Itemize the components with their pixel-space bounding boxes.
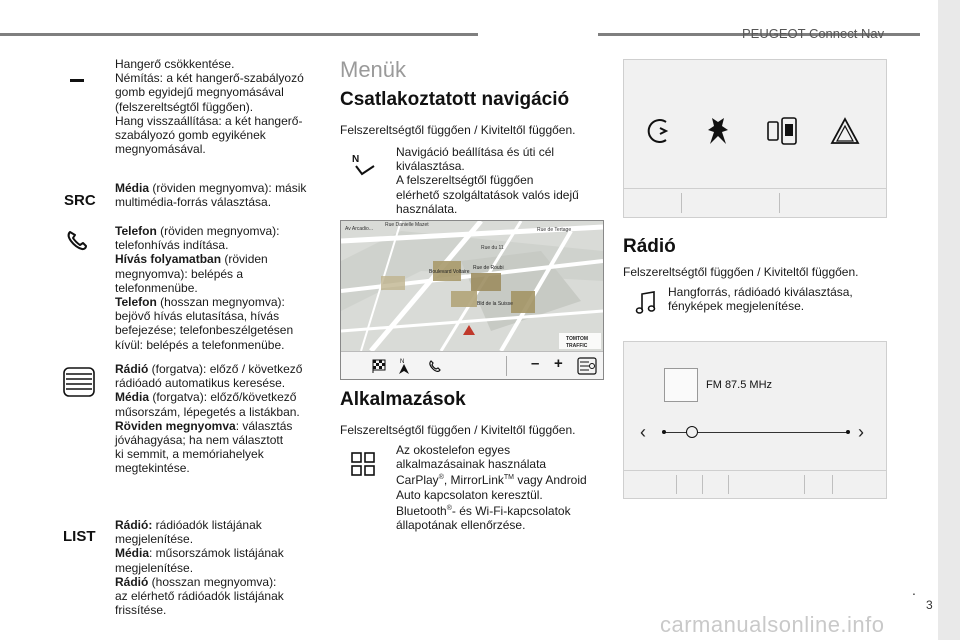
list-bold: Rádió: [115, 518, 153, 532]
apps-line: Az okostelefon egyes [396, 443, 511, 457]
phone-text: (röviden [221, 252, 268, 267]
phone-text: bejövő hívás elutasítása, hívás [115, 309, 280, 324]
page-number: 3 [926, 598, 933, 612]
phone-text: megnyomva): belépés a [115, 266, 244, 281]
checkered-flag-icon[interactable] [371, 358, 387, 374]
list-text: : műsorszámok listájának [149, 546, 284, 561]
list-text: (hosszan megnyomva): [148, 574, 277, 589]
previous-station-button[interactable]: ‹ [640, 422, 646, 442]
map-street-label: Rue de Tertage [537, 227, 572, 233]
list-text: frissítése. [115, 603, 167, 618]
phone-text: kívül: belépés a telefonmenübe. [115, 337, 285, 352]
main-menu-screen [623, 59, 887, 218]
apps-text: vagy Android [513, 473, 587, 488]
radio-subtitle: Felszereltségtől függően / Kiviteltől függően. [623, 265, 859, 279]
smartphone-apps-icon[interactable] [767, 116, 801, 146]
volume-description [115, 57, 325, 156]
frequency-slider-knob[interactable] [686, 426, 698, 438]
radio-line: fényképek megjelenítése. [668, 299, 805, 314]
toolbar-divider [506, 356, 507, 376]
map-toolbar [341, 351, 603, 380]
list-key-label: LIST [63, 528, 96, 545]
tomtom-label: TOMTOM [566, 336, 589, 342]
apps-description [396, 443, 601, 532]
list-text: megjelenítése. [115, 560, 194, 575]
screen-bottom-bar [624, 470, 886, 498]
music-note-icon [634, 290, 658, 316]
traffic-label: TRAFFIC [566, 343, 588, 349]
thumbwheel-icon [62, 366, 96, 398]
nav-description [396, 145, 596, 216]
list-text: megjelenítése. [115, 532, 194, 547]
header-rule-left [0, 33, 478, 36]
phone-text: telefonhívás indítása. [115, 238, 229, 253]
phone-text: telefonmenübe. [115, 280, 198, 295]
volume-line: Hang visszaállítása: a két hangerő- [115, 113, 303, 128]
src-text: (röviden megnyomva): másik [149, 181, 307, 195]
apps-subtitle: Felszereltségtől függően / Kiviteltől függően. [340, 423, 576, 437]
registered-mark: ® [446, 504, 452, 512]
nav-line: elérhető szolgáltatások valós idejű [396, 187, 579, 202]
volume-line: gomb egyidejű megnyomásával [115, 85, 284, 100]
radio-line: Hangforrás, rádióadó kiválasztása, [668, 285, 853, 299]
map-street-label: Boulevard Voltaire [429, 269, 470, 275]
map-street-label: Av Arcadio... [345, 226, 373, 232]
wheel-text: rádióadó automatikus keresése. [115, 376, 286, 391]
map-view [341, 221, 603, 351]
wheel-text: (forgatva): előző/következő [149, 390, 297, 405]
zoom-in-button[interactable]: + [554, 355, 563, 372]
wheel-bold: Média [115, 390, 150, 405]
phone-description [115, 224, 325, 352]
list-description [115, 518, 325, 617]
connected-navigation-icon[interactable] [646, 116, 672, 146]
apps-line: állapotának ellenőrzése. [396, 518, 526, 533]
apps-text: , MirrorLink [443, 473, 504, 488]
phone-icon[interactable] [427, 358, 443, 374]
peugeot-lion-icon[interactable] [704, 114, 734, 148]
src-description [115, 181, 325, 209]
page-dot: . [912, 582, 916, 598]
map-street-label: Rue de Roubi [473, 265, 504, 271]
menus-title: Menük [340, 57, 407, 82]
page-header-title: PEUGEOT Connect Nav [742, 26, 885, 41]
radio-heading: Rádió [623, 236, 676, 257]
wheel-text: műsorszám, lépegetés a listákban. [115, 404, 300, 419]
nav-line: Navigáció beállítása és úti cél [396, 145, 555, 159]
wheel-bold: Röviden megnyomva [115, 418, 236, 433]
list-text: rádióadók listájának [152, 518, 262, 532]
volume-line: szabályozó gomb egyikének [115, 128, 266, 143]
wheel-text: jóváhagyása; ha nem választott [115, 433, 284, 448]
src-bold: Média [115, 181, 150, 195]
navigation-icon [350, 152, 378, 182]
volume-line: Hangerő csökkentése. [115, 57, 235, 71]
phone-text: (hosszan megnyomva): [156, 295, 285, 310]
apps-line: alkalmazásainak használata [396, 457, 547, 472]
wheel-text: ki semmit, a memóriahelyek [115, 447, 264, 462]
phone-text: befejezése; telefonbeszélgetésen [115, 323, 294, 338]
nav-line: kiválasztása. [396, 159, 465, 174]
phone-text: (röviden megnyomva): [156, 224, 280, 238]
phone-bold: Telefon [115, 295, 157, 310]
map-street-label: Rue du 11 [481, 245, 504, 251]
slider-end-dot [846, 430, 850, 434]
nav-line: használata. [396, 201, 458, 216]
station-artwork [664, 368, 698, 402]
list-text: az elérhető rádióadók listájának [115, 589, 284, 604]
volume-line: megnyomásával. [115, 142, 206, 157]
wheel-description [115, 362, 325, 476]
frequency-slider[interactable] [664, 432, 848, 433]
vehicle-settings-icon[interactable] [830, 116, 860, 146]
apps-grid-icon [351, 452, 375, 476]
map-street-label: Bld de la Suisse [477, 301, 513, 307]
next-station-button[interactable]: › [858, 422, 864, 442]
page-side-strip [938, 0, 960, 640]
zoom-out-button[interactable]: – [531, 355, 540, 372]
screen-bottom-bar [624, 188, 886, 217]
trademark-mark: TM [503, 474, 514, 482]
phone-icon [64, 226, 92, 254]
src-key-label: SRC [64, 192, 96, 209]
map-street-label: Rue Danielle Mazet [385, 222, 429, 228]
phone-bold: Hívás folyamatban [115, 252, 222, 267]
wheel-text: (forgatva): előző / következő [148, 362, 303, 376]
list-bold: Média [115, 546, 150, 561]
apps-text: - és Wi-Fi-kapcsolatok [451, 503, 571, 518]
radio-screen [623, 341, 887, 499]
registered-mark: ® [438, 474, 444, 482]
volume-minus-icon [70, 79, 84, 82]
station-frequency: FM 87.5 MHz [706, 379, 773, 391]
navigation-map-screen [340, 220, 604, 380]
svg-text:N: N [352, 154, 360, 165]
apps-heading: Alkalmazások [340, 389, 466, 410]
settings-menu-icon[interactable] [577, 357, 597, 375]
src-text: multimédia-forrás választása. [115, 195, 272, 210]
watermark: carmanualsonline.info [660, 612, 885, 637]
wheel-text: : választás [235, 418, 293, 433]
volume-line: Némítás: a két hangerő-szabályozó [115, 71, 304, 86]
wheel-bold: Rádió [115, 362, 149, 376]
wheel-text: megtekintése. [115, 461, 190, 476]
apps-text: Bluetooth [396, 503, 447, 518]
slider-start-dot [662, 430, 666, 434]
list-bold: Rádió [115, 574, 149, 589]
radio-description [668, 285, 878, 313]
nav-line: A felszereltségtől függően [396, 173, 534, 188]
apps-line: Auto kapcsolaton keresztül. [396, 487, 543, 502]
phone-bold: Telefon [115, 224, 157, 238]
apps-text: CarPlay [396, 473, 439, 488]
nav-heading: Csatlakoztatott navigáció [340, 89, 570, 110]
volume-line: (felszereltségtől függően). [115, 99, 254, 114]
compass-letter: N [400, 359, 405, 365]
compass-icon[interactable] [397, 356, 411, 376]
nav-subtitle: Felszereltségtől függően / Kiviteltől függően. [340, 123, 576, 137]
